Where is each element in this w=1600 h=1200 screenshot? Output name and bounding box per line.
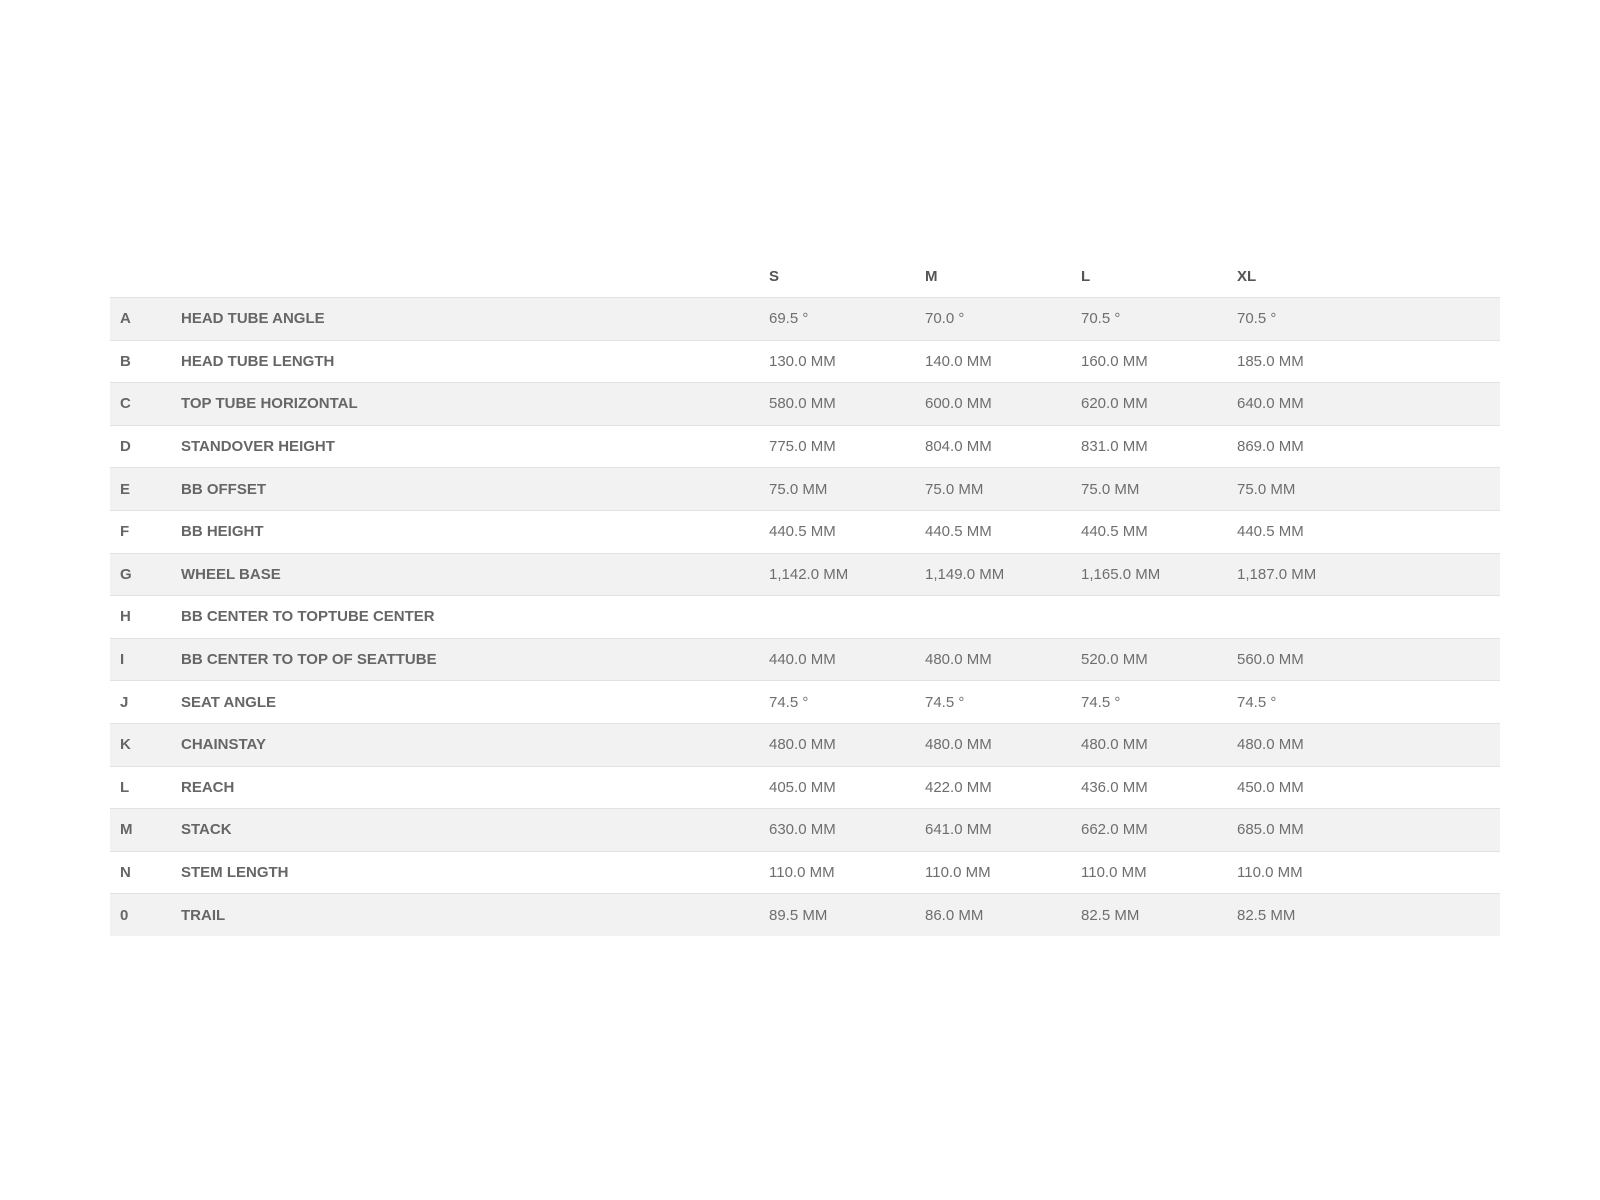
row-value-xl: 110.0 MM bbox=[1237, 864, 1303, 882]
row-value-l: 82.5 MM bbox=[1081, 906, 1140, 924]
geometry-table bbox=[110, 255, 1500, 936]
row-measurement-name: BB CENTER TO TOP OF SEATTUBE bbox=[181, 651, 437, 669]
table-row bbox=[110, 510, 1500, 553]
row-value-m: 480.0 MM bbox=[925, 736, 992, 754]
row-letter: C bbox=[120, 395, 131, 413]
row-value-xl: 869.0 MM bbox=[1237, 438, 1304, 456]
row-value-s: 69.5 ° bbox=[769, 310, 809, 328]
table-row bbox=[110, 468, 1500, 511]
row-spacer bbox=[1383, 596, 1500, 639]
row-value-s: 130.0 MM bbox=[769, 352, 836, 370]
row-value-m: 1,149.0 MM bbox=[925, 565, 1005, 583]
row-measurement-name: REACH bbox=[181, 778, 235, 796]
row-value-m: 86.0 MM bbox=[925, 906, 984, 924]
table-row bbox=[110, 383, 1500, 426]
table-row bbox=[110, 340, 1500, 383]
row-value-xl: 185.0 MM bbox=[1237, 352, 1304, 370]
table-row bbox=[110, 766, 1500, 809]
geometry-table-body bbox=[110, 298, 1500, 937]
row-spacer bbox=[1383, 510, 1500, 553]
table-row bbox=[110, 553, 1500, 596]
row-value-s: 110.0 MM bbox=[769, 864, 835, 882]
row-value-l: 620.0 MM bbox=[1081, 395, 1148, 413]
row-letter: D bbox=[120, 438, 131, 456]
table-row bbox=[110, 298, 1500, 341]
row-measurement-name: TRAIL bbox=[181, 906, 226, 924]
row-spacer bbox=[1383, 894, 1500, 937]
row-value-xl: 480.0 MM bbox=[1237, 736, 1304, 754]
row-measurement-name: WHEEL BASE bbox=[181, 565, 281, 583]
row-value-s: 440.5 MM bbox=[769, 523, 836, 541]
row-value-l: 75.0 MM bbox=[1081, 480, 1140, 498]
table-row bbox=[110, 638, 1500, 681]
row-measurement-name: TOP TUBE HORIZONTAL bbox=[181, 395, 358, 413]
header-letter bbox=[110, 255, 171, 298]
row-value-xl: 440.5 MM bbox=[1237, 523, 1304, 541]
row-value-xl: 1,187.0 MM bbox=[1237, 565, 1317, 583]
row-spacer bbox=[1383, 681, 1500, 724]
row-value-l: 520.0 MM bbox=[1081, 651, 1148, 669]
header-size-m: M bbox=[925, 267, 938, 285]
row-letter: K bbox=[120, 736, 131, 754]
table-row bbox=[110, 809, 1500, 852]
row-measurement-name: BB CENTER TO TOPTUBE CENTER bbox=[181, 608, 435, 626]
row-measurement-name: STACK bbox=[181, 821, 232, 839]
row-value-l: 110.0 MM bbox=[1081, 864, 1147, 882]
row-spacer bbox=[1383, 766, 1500, 809]
row-value-m: 641.0 MM bbox=[925, 821, 992, 839]
row-spacer bbox=[1383, 851, 1500, 894]
row-value-l bbox=[1071, 596, 1227, 639]
table-row bbox=[110, 723, 1500, 766]
row-letter: M bbox=[120, 821, 133, 839]
row-value-l: 1,165.0 MM bbox=[1081, 565, 1161, 583]
row-spacer bbox=[1383, 809, 1500, 852]
geometry-table-header bbox=[110, 255, 1500, 298]
row-value-l: 436.0 MM bbox=[1081, 778, 1148, 796]
row-measurement-name: BB HEIGHT bbox=[181, 523, 264, 541]
row-letter: A bbox=[120, 310, 131, 328]
row-value-l: 70.5 ° bbox=[1081, 310, 1121, 328]
row-value-s: 580.0 MM bbox=[769, 395, 836, 413]
row-value-s: 405.0 MM bbox=[769, 778, 836, 796]
row-spacer bbox=[1383, 638, 1500, 681]
row-value-m: 74.5 ° bbox=[925, 693, 965, 711]
row-letter: J bbox=[120, 693, 129, 711]
row-value-s: 480.0 MM bbox=[769, 736, 836, 754]
table-row bbox=[110, 681, 1500, 724]
row-measurement-name: HEAD TUBE LENGTH bbox=[181, 352, 335, 370]
row-value-xl bbox=[1227, 596, 1383, 639]
row-spacer bbox=[1383, 468, 1500, 511]
row-value-xl: 70.5 ° bbox=[1237, 310, 1277, 328]
header-size-l: L bbox=[1081, 267, 1091, 285]
row-value-xl: 640.0 MM bbox=[1237, 395, 1304, 413]
table-row bbox=[110, 894, 1500, 937]
row-value-m bbox=[915, 596, 1071, 639]
row-spacer bbox=[1383, 425, 1500, 468]
row-spacer bbox=[1383, 340, 1500, 383]
row-letter: H bbox=[120, 608, 131, 626]
row-measurement-name: BB OFFSET bbox=[181, 480, 266, 498]
row-value-l: 440.5 MM bbox=[1081, 523, 1148, 541]
row-letter: I bbox=[120, 651, 125, 669]
row-spacer bbox=[1383, 383, 1500, 426]
row-letter: N bbox=[120, 864, 131, 882]
header-size-s: S bbox=[769, 267, 780, 285]
row-value-l: 662.0 MM bbox=[1081, 821, 1148, 839]
row-letter: L bbox=[120, 778, 130, 796]
row-letter: E bbox=[120, 480, 131, 498]
row-measurement-name: CHAINSTAY bbox=[181, 736, 267, 754]
row-value-xl: 74.5 ° bbox=[1237, 693, 1277, 711]
table-row bbox=[110, 425, 1500, 468]
row-value-m: 440.5 MM bbox=[925, 523, 992, 541]
header-row bbox=[110, 255, 1500, 298]
row-value-m: 480.0 MM bbox=[925, 651, 992, 669]
row-value-s bbox=[759, 596, 915, 639]
row-value-xl: 560.0 MM bbox=[1237, 651, 1304, 669]
row-measurement-name: STANDOVER HEIGHT bbox=[181, 438, 335, 456]
row-value-l: 480.0 MM bbox=[1081, 736, 1148, 754]
row-value-s: 775.0 MM bbox=[769, 438, 836, 456]
row-spacer bbox=[1383, 553, 1500, 596]
row-value-s: 1,142.0 MM bbox=[769, 565, 849, 583]
table-row bbox=[110, 596, 1500, 639]
row-value-m: 422.0 MM bbox=[925, 778, 992, 796]
row-letter: G bbox=[120, 565, 132, 583]
row-spacer bbox=[1383, 723, 1500, 766]
row-value-m: 140.0 MM bbox=[925, 352, 992, 370]
row-value-s: 74.5 ° bbox=[769, 693, 809, 711]
row-value-m: 600.0 MM bbox=[925, 395, 992, 413]
row-value-s: 630.0 MM bbox=[769, 821, 836, 839]
row-letter: F bbox=[120, 523, 130, 541]
row-value-m: 110.0 MM bbox=[925, 864, 991, 882]
header-spacer bbox=[1383, 255, 1500, 298]
row-letter: 0 bbox=[120, 906, 129, 924]
table-row bbox=[110, 851, 1500, 894]
row-value-m: 70.0 ° bbox=[925, 310, 965, 328]
row-measurement-name: HEAD TUBE ANGLE bbox=[181, 310, 325, 328]
row-value-l: 831.0 MM bbox=[1081, 438, 1148, 456]
header-size-xl: XL bbox=[1237, 267, 1257, 285]
row-value-s: 440.0 MM bbox=[769, 651, 836, 669]
row-value-m: 804.0 MM bbox=[925, 438, 992, 456]
row-measurement-name: SEAT ANGLE bbox=[181, 693, 277, 711]
row-value-xl: 450.0 MM bbox=[1237, 778, 1304, 796]
row-value-s: 89.5 MM bbox=[769, 906, 828, 924]
row-value-xl: 82.5 MM bbox=[1237, 906, 1296, 924]
row-value-xl: 75.0 MM bbox=[1237, 480, 1296, 498]
row-value-l: 160.0 MM bbox=[1081, 352, 1148, 370]
header-measurement bbox=[171, 255, 759, 298]
row-value-xl: 685.0 MM bbox=[1237, 821, 1304, 839]
row-letter: B bbox=[120, 352, 131, 370]
row-value-m: 75.0 MM bbox=[925, 480, 984, 498]
row-measurement-name: STEM LENGTH bbox=[181, 864, 289, 882]
row-spacer bbox=[1383, 298, 1500, 341]
row-value-s: 75.0 MM bbox=[769, 480, 828, 498]
row-value-l: 74.5 ° bbox=[1081, 693, 1121, 711]
